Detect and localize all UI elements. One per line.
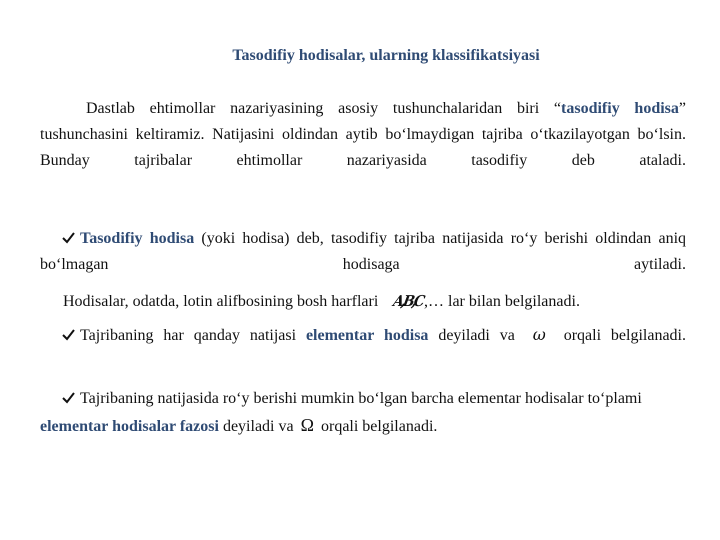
bullet-3-text-1: Tajribaning natijasida ro‘y berishi mumkin bo‘lgan barcha elementar hodisalar to‘plami xyxy=(80,390,642,407)
bullet-3-text-3: orqali belgilanadi. xyxy=(316,418,438,435)
page-title: Tasodifiy hodisalar, ularning klassifikatsiyasi xyxy=(232,47,540,64)
intro-text-2: ” tushunchasini keltiramiz. Natijasini oldindan aytib bo‘lmaydigan tajriba o‘tkazilayotgan bo‘lsin. Bunday tajribalar ehtimollar nazariyasida tasodifiy deb ataladi. xyxy=(40,100,687,169)
checkmark-icon xyxy=(62,386,76,412)
bullet-1 xyxy=(40,226,686,278)
omega-symbol: ω xyxy=(532,325,546,344)
bullet-2-text-1: Tajribaning har qanday natijasi xyxy=(80,327,306,344)
bullet-1-text: (yoki hodisa) deb, tasodifiy tajriba natijasida ro‘y berishi oldindan aniq bo‘lmagan hodisaga aytiladi. xyxy=(40,230,687,273)
bullet-2-text-3: orqali belgilanadi. xyxy=(553,327,687,344)
notation-line xyxy=(63,288,703,315)
checkmark-icon xyxy=(62,323,76,349)
bullet-2-text-2: deyiladi va xyxy=(428,327,525,344)
intro-paragraph xyxy=(40,96,686,174)
term-elementar-hodisalar-fazosi: elementar hodisalar fazosi xyxy=(40,418,219,435)
term-elementar-hodisa: elementar hodisa xyxy=(305,327,429,344)
checkmark-icon xyxy=(62,226,76,252)
notation-text-1: Hodisalar, odatda, lotin alifbosining bosh harflari xyxy=(63,293,379,310)
bullet-3 xyxy=(40,386,686,440)
capital-omega-symbol: Ω xyxy=(300,415,314,435)
intro-text-1: Dastlab ehtimollar nazariyasining asosiy tushunchalaridan biri “ xyxy=(86,100,562,117)
bullet-2 xyxy=(40,322,686,349)
term-tasodifiy-hodisa: tasodifiy hodisa xyxy=(561,100,679,117)
term-tasodifiy-hodisa-def: Tasodifiy hodisa xyxy=(80,230,195,247)
notation-text-2: ,… lar bilan belgilanadi. xyxy=(424,293,580,310)
notation-symbols: A,B,C xyxy=(392,292,425,310)
bullet-3-text-2: deyiladi va xyxy=(218,418,298,435)
